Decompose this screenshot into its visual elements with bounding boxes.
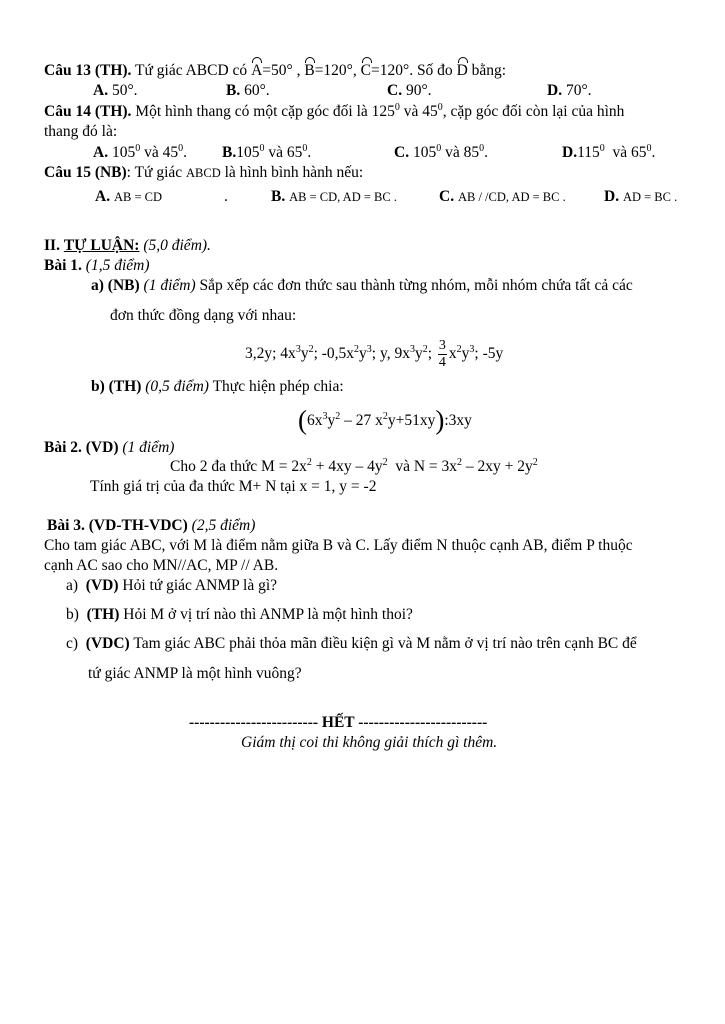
exponent: 2 [422, 344, 428, 355]
angle-a-value: =50° [262, 62, 293, 79]
expr-part: y+51xy [387, 412, 436, 429]
expr-part: + 4xy – 4y [315, 458, 383, 475]
option-v2: và 65 [612, 144, 647, 161]
expr-part: y [359, 345, 367, 362]
exponent: 2 [457, 457, 463, 468]
bai2-heading [44, 439, 174, 457]
part2-number: II. [44, 237, 60, 254]
exponent: 3 [366, 344, 372, 355]
exponent: 3 [469, 344, 475, 355]
q13-label: Câu 13 (TH). [44, 62, 132, 79]
item-text: Tam giác ABC phải thỏa mãn điều kiện gì và M nằm ở vị trí nào trên cạnh BC để [133, 635, 637, 652]
angle-a: A [251, 62, 263, 79]
option-value: AD = BC . [622, 190, 678, 204]
q15-option-a-dot: . [224, 188, 228, 205]
option-key: A. [95, 188, 111, 205]
degree-mark: 0 [436, 143, 442, 154]
option-key: C. [439, 188, 455, 205]
bai3-heading [47, 517, 255, 535]
exponent: 2 [532, 457, 538, 468]
option-v1: 105 [236, 144, 260, 161]
bai3-item-c [66, 635, 637, 653]
q13-end: bằng: [471, 62, 507, 79]
angle-c-value: =120° [370, 62, 410, 79]
exponent: 3 [295, 344, 301, 355]
bai2-task: Tính giá trị của đa thức M+ N tại x = 1, y = -2 [90, 478, 377, 495]
expr-part: và N = 3x [395, 458, 458, 475]
angle-b-value: =120° [314, 62, 353, 79]
option-end: . [651, 144, 656, 161]
expr-part: 6x [307, 412, 323, 429]
q13-option-b [226, 82, 270, 100]
part-level: (TH) [108, 378, 142, 395]
q13-option-c [387, 82, 432, 100]
q15-option-c [439, 188, 566, 206]
option-key: C. [387, 82, 403, 99]
question-15 [44, 164, 363, 182]
expr-part: y [300, 345, 309, 362]
bai2-polynomials [170, 458, 538, 476]
degree-mark: 0 [178, 143, 184, 154]
option-value: 50°. [111, 82, 138, 99]
bai2-label: Bài 2. (VD) [44, 439, 119, 456]
q14-option-d [562, 144, 655, 162]
part-points: (0,5 điểm) [145, 378, 209, 395]
part-points: (1 điểm) [143, 277, 196, 294]
option-value: 60°. [244, 82, 270, 99]
degree-mark: 0 [479, 143, 485, 154]
bai1-part-b [91, 378, 344, 396]
item-level: (VDC) [85, 635, 130, 652]
part-text: Sắp xếp các đơn thức sau thành từng nhóm, mỗi nhóm chứa tất cả các [199, 277, 633, 294]
monomial-list [245, 336, 503, 372]
exponent: 2 [456, 344, 462, 355]
note-text: Giám thị coi thi không giải thích gì thêm. [241, 734, 498, 751]
exponent: 2 [306, 457, 312, 468]
fraction [438, 338, 447, 371]
exponent: 2 [382, 457, 388, 468]
q14-option-b [222, 144, 311, 162]
q15-text-post: là hình bình hành nếu: [224, 164, 364, 181]
bai3-item-a [66, 577, 277, 595]
degree-mark: 0 [302, 143, 308, 154]
option-key: D. [604, 188, 620, 205]
q15-option-b [271, 188, 397, 206]
q15-abcd: ABCD [186, 166, 221, 180]
option-key: B. [226, 82, 241, 99]
option-value: 90°. [405, 82, 432, 99]
option-v1: 105 [412, 144, 437, 161]
fraction-denominator: 4 [438, 354, 446, 370]
bai1-heading [44, 257, 149, 275]
item-level: (VD) [85, 577, 119, 594]
right-paren: ) [435, 405, 445, 435]
expr-part: y [461, 345, 470, 362]
q14-text1: Một hình thang có một cặp góc đối là 125 [135, 103, 395, 120]
expr-part: x [448, 345, 457, 362]
q14-text1c: , cặp góc đối còn lại của hình [442, 103, 625, 120]
end-marker: ------------------------- HẾT ------------------------- [189, 714, 488, 731]
expr-part: ; -5y [474, 345, 504, 362]
expr-part: ; -0,5x [313, 345, 355, 362]
option-v2: và 45 [144, 144, 179, 161]
q14-option-a [93, 144, 187, 162]
option-end: . [183, 144, 187, 161]
item-key: c) [66, 635, 79, 652]
expr-part: – 2xy + 2y [465, 458, 533, 475]
option-v2: và 65 [268, 144, 303, 161]
bai1-label: Bài 1. [44, 257, 82, 274]
bai1-points: (1,5 điểm) [85, 257, 150, 274]
question-13: Câu 13 (TH). Tứ giác ABCD có A=50° , B=120°, C=120°. Số đo D bằng: [44, 62, 507, 79]
option-value: AB = CD [113, 190, 162, 204]
proctor-note [241, 734, 497, 752]
division-expression [298, 405, 472, 436]
expr-part: y [414, 345, 423, 362]
bai1-part-a [91, 277, 633, 295]
q14-label: Câu 14 (TH). [44, 103, 132, 120]
exponent: 2 [382, 411, 388, 422]
expr-part: 3,2y; 4x [245, 345, 296, 362]
option-key: B. [271, 188, 286, 205]
degree-mark: 0 [599, 143, 605, 154]
option-key: B. [222, 144, 237, 161]
exponent: 3 [322, 411, 328, 422]
option-key: C. [394, 144, 410, 161]
expr-part: – 27 x [344, 412, 383, 429]
q15-text-pre: : Tứ giác [126, 164, 183, 181]
left-paren: ( [298, 405, 307, 435]
option-v2: và 85 [445, 144, 480, 161]
part-key: a) [91, 277, 104, 294]
bai3-intro-1: Cho tam giác ABC, với M là điểm nằm giữa B và C. Lấy điểm N thuộc cạnh AB, điểm P thuộc [44, 537, 633, 554]
bai3-points: (2,5 điểm) [191, 517, 256, 534]
q13-tail: . Số đo [409, 62, 453, 79]
exponent: 2 [354, 344, 360, 355]
q13-intro: Tứ giác ABCD có [135, 62, 248, 79]
exponent: 2 [335, 411, 341, 422]
bai3-item-c-cont: tứ giác ANMP là một hình vuông? [88, 665, 302, 682]
part2-title: TỰ LUẬN: [63, 237, 140, 254]
option-v1: 115 [577, 144, 600, 161]
q13-option-a [93, 82, 138, 100]
angle-d: D [456, 62, 468, 79]
q15-label: Câu 15 (NB) [44, 164, 127, 181]
item-key: a) [66, 577, 79, 594]
option-end: . [484, 144, 488, 161]
part-text: Thực hiện phép chia: [212, 378, 344, 395]
q14-text1b: và 45 [403, 103, 438, 120]
angle-c: C [360, 62, 371, 79]
bai3-label: Bài 3. (VD-TH-VDC) [47, 517, 188, 534]
bai2-points: (1 điểm) [122, 439, 175, 456]
degree-mark: 0 [259, 143, 265, 154]
option-v1: 105 [111, 144, 136, 161]
q13-option-d [547, 82, 592, 100]
bai1-a-text2: đơn thức đồng dạng với nhau: [110, 307, 297, 324]
part-key: b) [91, 378, 105, 395]
option-value: AB = CD, AD = BC . [289, 190, 397, 204]
expr-part: :3xy [444, 412, 472, 429]
item-key: b) [66, 606, 79, 623]
part2-points: (5,0 điểm). [143, 237, 211, 254]
item-level: (TH) [86, 606, 120, 623]
exponent: 3 [409, 344, 415, 355]
expr-part: ; [427, 345, 433, 362]
option-key: A. [93, 144, 109, 161]
q15-option-d [604, 188, 677, 206]
item-text: Hỏi tứ giác ANMP là gì? [122, 577, 278, 594]
expr-part: Cho 2 đa thức M = 2x [170, 458, 307, 475]
option-value: AB / /CD, AD = BC . [457, 190, 566, 204]
degree-mark: 0 [135, 143, 141, 154]
part2-heading [44, 237, 211, 255]
expr-part: ; y, 9x [371, 345, 410, 362]
option-key: A. [93, 82, 109, 99]
option-end: . [307, 144, 312, 161]
expr-part: y [327, 412, 336, 429]
option-key: D. [547, 82, 563, 99]
item-text: Hỏi M ở vị trí nào thì ANMP là một hình thoi? [123, 606, 413, 623]
degree-mark: 0 [437, 102, 443, 113]
angle-b: B [304, 62, 315, 79]
bai3-intro-2: cạnh AC sao cho MN//AC, MP // AB. [44, 557, 279, 574]
question-14 [44, 103, 624, 121]
q15-option-a [95, 188, 162, 206]
bai3-item-b [66, 606, 413, 624]
part-level: (NB) [107, 277, 140, 294]
fraction-numerator: 3 [438, 337, 446, 353]
option-value: 70°. [565, 82, 592, 99]
exponent: 2 [308, 344, 314, 355]
q14-option-c [394, 144, 488, 162]
q14-text2: thang đó là: [44, 123, 118, 140]
degree-mark: 0 [646, 143, 652, 154]
end-line [189, 714, 487, 732]
degree-mark: 0 [394, 102, 400, 113]
option-key: D. [562, 144, 578, 161]
